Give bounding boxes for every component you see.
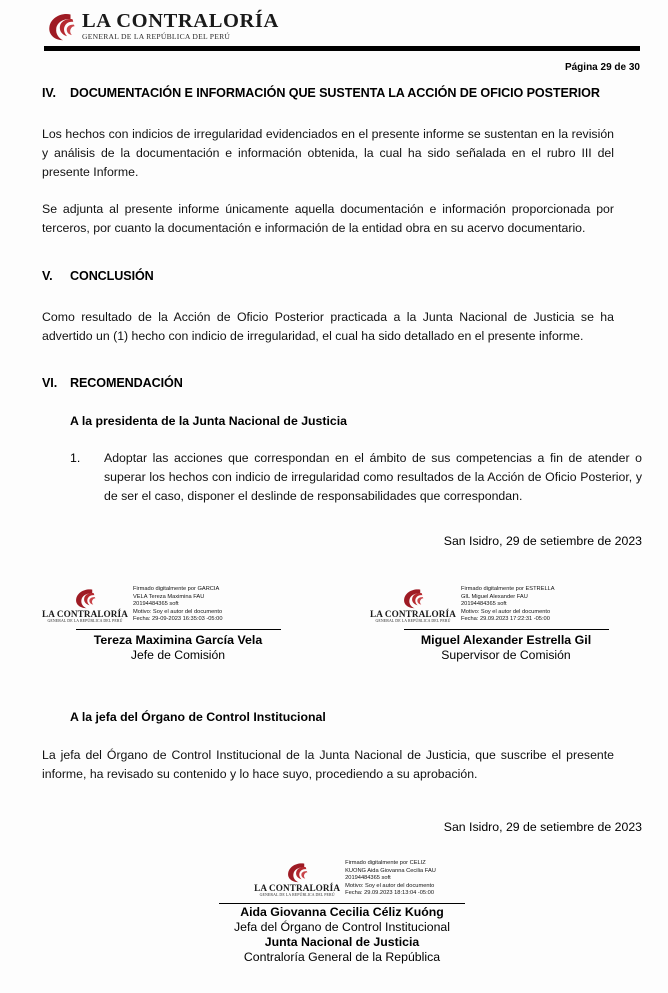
signatory-entity-final: Junta Nacional de Justicia — [264, 935, 420, 949]
page-number: Página 29 de 30 — [564, 62, 640, 73]
signature-block-right — [370, 582, 642, 662]
stamp-line-2: GIL Miguel Alexander FAU — [461, 593, 528, 600]
stamp-logo-title: LA CONTRALORÍA — [370, 608, 456, 619]
section-heading-documentacion — [42, 86, 642, 100]
documentacion-paragraph-2: Se adjunta al presente informe únicamente aquella documentación e información proporcionada por terceros, por cuanto la documentación e información de la entidad obra en su acervo documentario. — [42, 202, 614, 235]
signatory-name-left: Tereza Maximina García Vela — [93, 633, 263, 647]
section-title-vi: RECOMENDACIÓN — [70, 376, 183, 390]
signature-line-right — [404, 629, 609, 630]
digital-signature-stamp-right — [370, 582, 642, 628]
signatory-role-final: Jefa del Órgano de Control Institucional — [233, 920, 450, 934]
digital-signature-stamp-final — [254, 856, 436, 902]
conclusion-paragraph-1: Como resultado de la Acción de Oficio Posterior practicada a la Junta Nacional de Justicia se ha advertido un (1) hecho con indicio de irregularidad, el cual ha sido detallado en el presente informe. — [42, 310, 614, 343]
contraloria-swoosh-icon — [72, 587, 98, 609]
contraloria-swoosh-icon — [44, 9, 78, 43]
section-number-iv: IV. — [42, 86, 56, 100]
signature-block-final — [42, 856, 642, 964]
oci-date: San Isidro, 29 de setiembre de 2023 — [443, 820, 642, 834]
contraloria-swoosh-icon — [400, 587, 426, 609]
signatory-role-left: Jefe de Comisión — [130, 648, 226, 662]
stamp-text-final — [345, 860, 436, 898]
stamp-line-1: Firmado digitalmente por GARCIA — [133, 586, 220, 593]
section-title-iv: DOCUMENTACIÓN E INFORMACIÓN QUE SUSTENTA LA ACCIÓN DE OFICIO POSTERIOR — [70, 86, 600, 100]
stamp-line-4: Motivo: Soy el autor del documento — [345, 882, 435, 889]
oci-addressee: A la jefa del Órgano de Control Institucional — [70, 710, 326, 724]
stamp-text-left — [133, 586, 223, 624]
stamp-text-right — [461, 586, 555, 624]
stamp-line-1: Firmado digitalmente por ESTRELLA — [461, 586, 555, 593]
document-content — [42, 86, 642, 964]
stamp-logo-subtitle: GENERAL DE LA REPÚBLICA DEL PERÚ — [259, 893, 335, 898]
signatory-role-right: Supervisor de Comisión — [441, 648, 571, 662]
stamp-line-5: Fecha: 29.09.2023 18:13:04 -05:00 — [345, 890, 434, 897]
recomendacion-item-1 — [70, 449, 642, 506]
documentacion-paragraph-1: Los hechos con indicios de irregularidad evidenciados en el presente informe se sustentan en la revisión y análisis de la documentación e información obtenida, la cual ha sido señalada en el rubro III del presente Informe. — [42, 127, 614, 179]
stamp-logo-title: LA CONTRALORÍA — [254, 882, 341, 893]
stamp-line-4: Motivo: Soy el autor del documento — [133, 608, 223, 615]
signature-row — [42, 582, 642, 662]
stamp-line-5: Fecha: 29-09-2023 16:35:03 -05:00 — [133, 616, 223, 623]
stamp-logo-title: LA CONTRALORÍA — [42, 608, 128, 619]
signature-block-left — [42, 582, 314, 662]
signatory-name-final: Aida Giovanna Cecilia Céliz Kuóng — [240, 905, 444, 919]
digital-signature-stamp-left — [42, 582, 314, 628]
section-number-vi: VI. — [42, 376, 58, 390]
section-number-v: V. — [42, 269, 53, 283]
signature-line-left — [76, 629, 281, 630]
stamp-logo-subtitle: GENERAL DE LA REPÚBLICA DEL PERÚ — [47, 619, 123, 624]
stamp-line-4: Motivo: Soy el autor del documento — [461, 608, 551, 615]
recomendacion-date: San Isidro, 29 de setiembre de 2023 — [443, 534, 642, 548]
stamp-line-5: Fecha: 29.09.2023 17:22:31 -05:00 — [461, 616, 550, 623]
section-heading-conclusion — [42, 269, 642, 283]
stamp-logo-left — [42, 587, 128, 624]
stamp-line-3: 20194484365 soft — [345, 875, 391, 882]
stamp-line-2: KUONG Aida Giovanna Cecilia FAU — [345, 867, 436, 874]
section-heading-recomendacion — [42, 376, 642, 390]
stamp-line-3: 20194484365 soft — [133, 601, 179, 608]
header-divider — [44, 46, 640, 51]
signatory-name-right: Miguel Alexander Estrella Gil — [420, 633, 592, 647]
stamp-line-2: VELA Tereza Maximina FAU — [133, 593, 205, 600]
oci-paragraph-1: La jefa del Órgano de Control Institucional de la Junta Nacional de Justicia, que suscribe el presente informe, ha revisado su contenido y lo hace suyo, procediendo a su aprobación. — [42, 748, 614, 781]
recomendacion-addressee: A la presidenta de la Junta Nacional de Justicia — [70, 414, 347, 428]
section-title-v: CONCLUSIÓN — [70, 269, 154, 283]
stamp-logo-final — [254, 861, 340, 898]
stamp-line-1: Firmado digitalmente por CELIZ — [345, 860, 426, 867]
recomendacion-item-1-number: 1. — [70, 451, 81, 465]
contraloria-swoosh-icon — [284, 861, 310, 883]
stamp-logo-subtitle: GENERAL DE LA REPÚBLICA DEL PERÚ — [375, 619, 451, 624]
contraloria-logo — [44, 6, 640, 46]
logo-title: LA CONTRALORÍA — [82, 9, 279, 32]
stamp-line-3: 20194484365 soft — [461, 601, 507, 608]
signatory-organization-final: Contraloría General de la República — [243, 950, 441, 964]
signature-line-final — [219, 903, 465, 904]
recomendacion-item-1-text: Adoptar las acciones que correspondan en el ámbito de sus competencias a fin de atender o superar los hechos con indicio de irregularidad como resultados de la Acción de Oficio Posterior, y de ser el caso, disponer el deslinde de responsabilidades que correspondan. — [104, 451, 642, 503]
logo-subtitle: GENERAL DE LA REPÚBLICA DEL PERÚ — [82, 32, 231, 42]
stamp-logo-right — [370, 587, 456, 624]
